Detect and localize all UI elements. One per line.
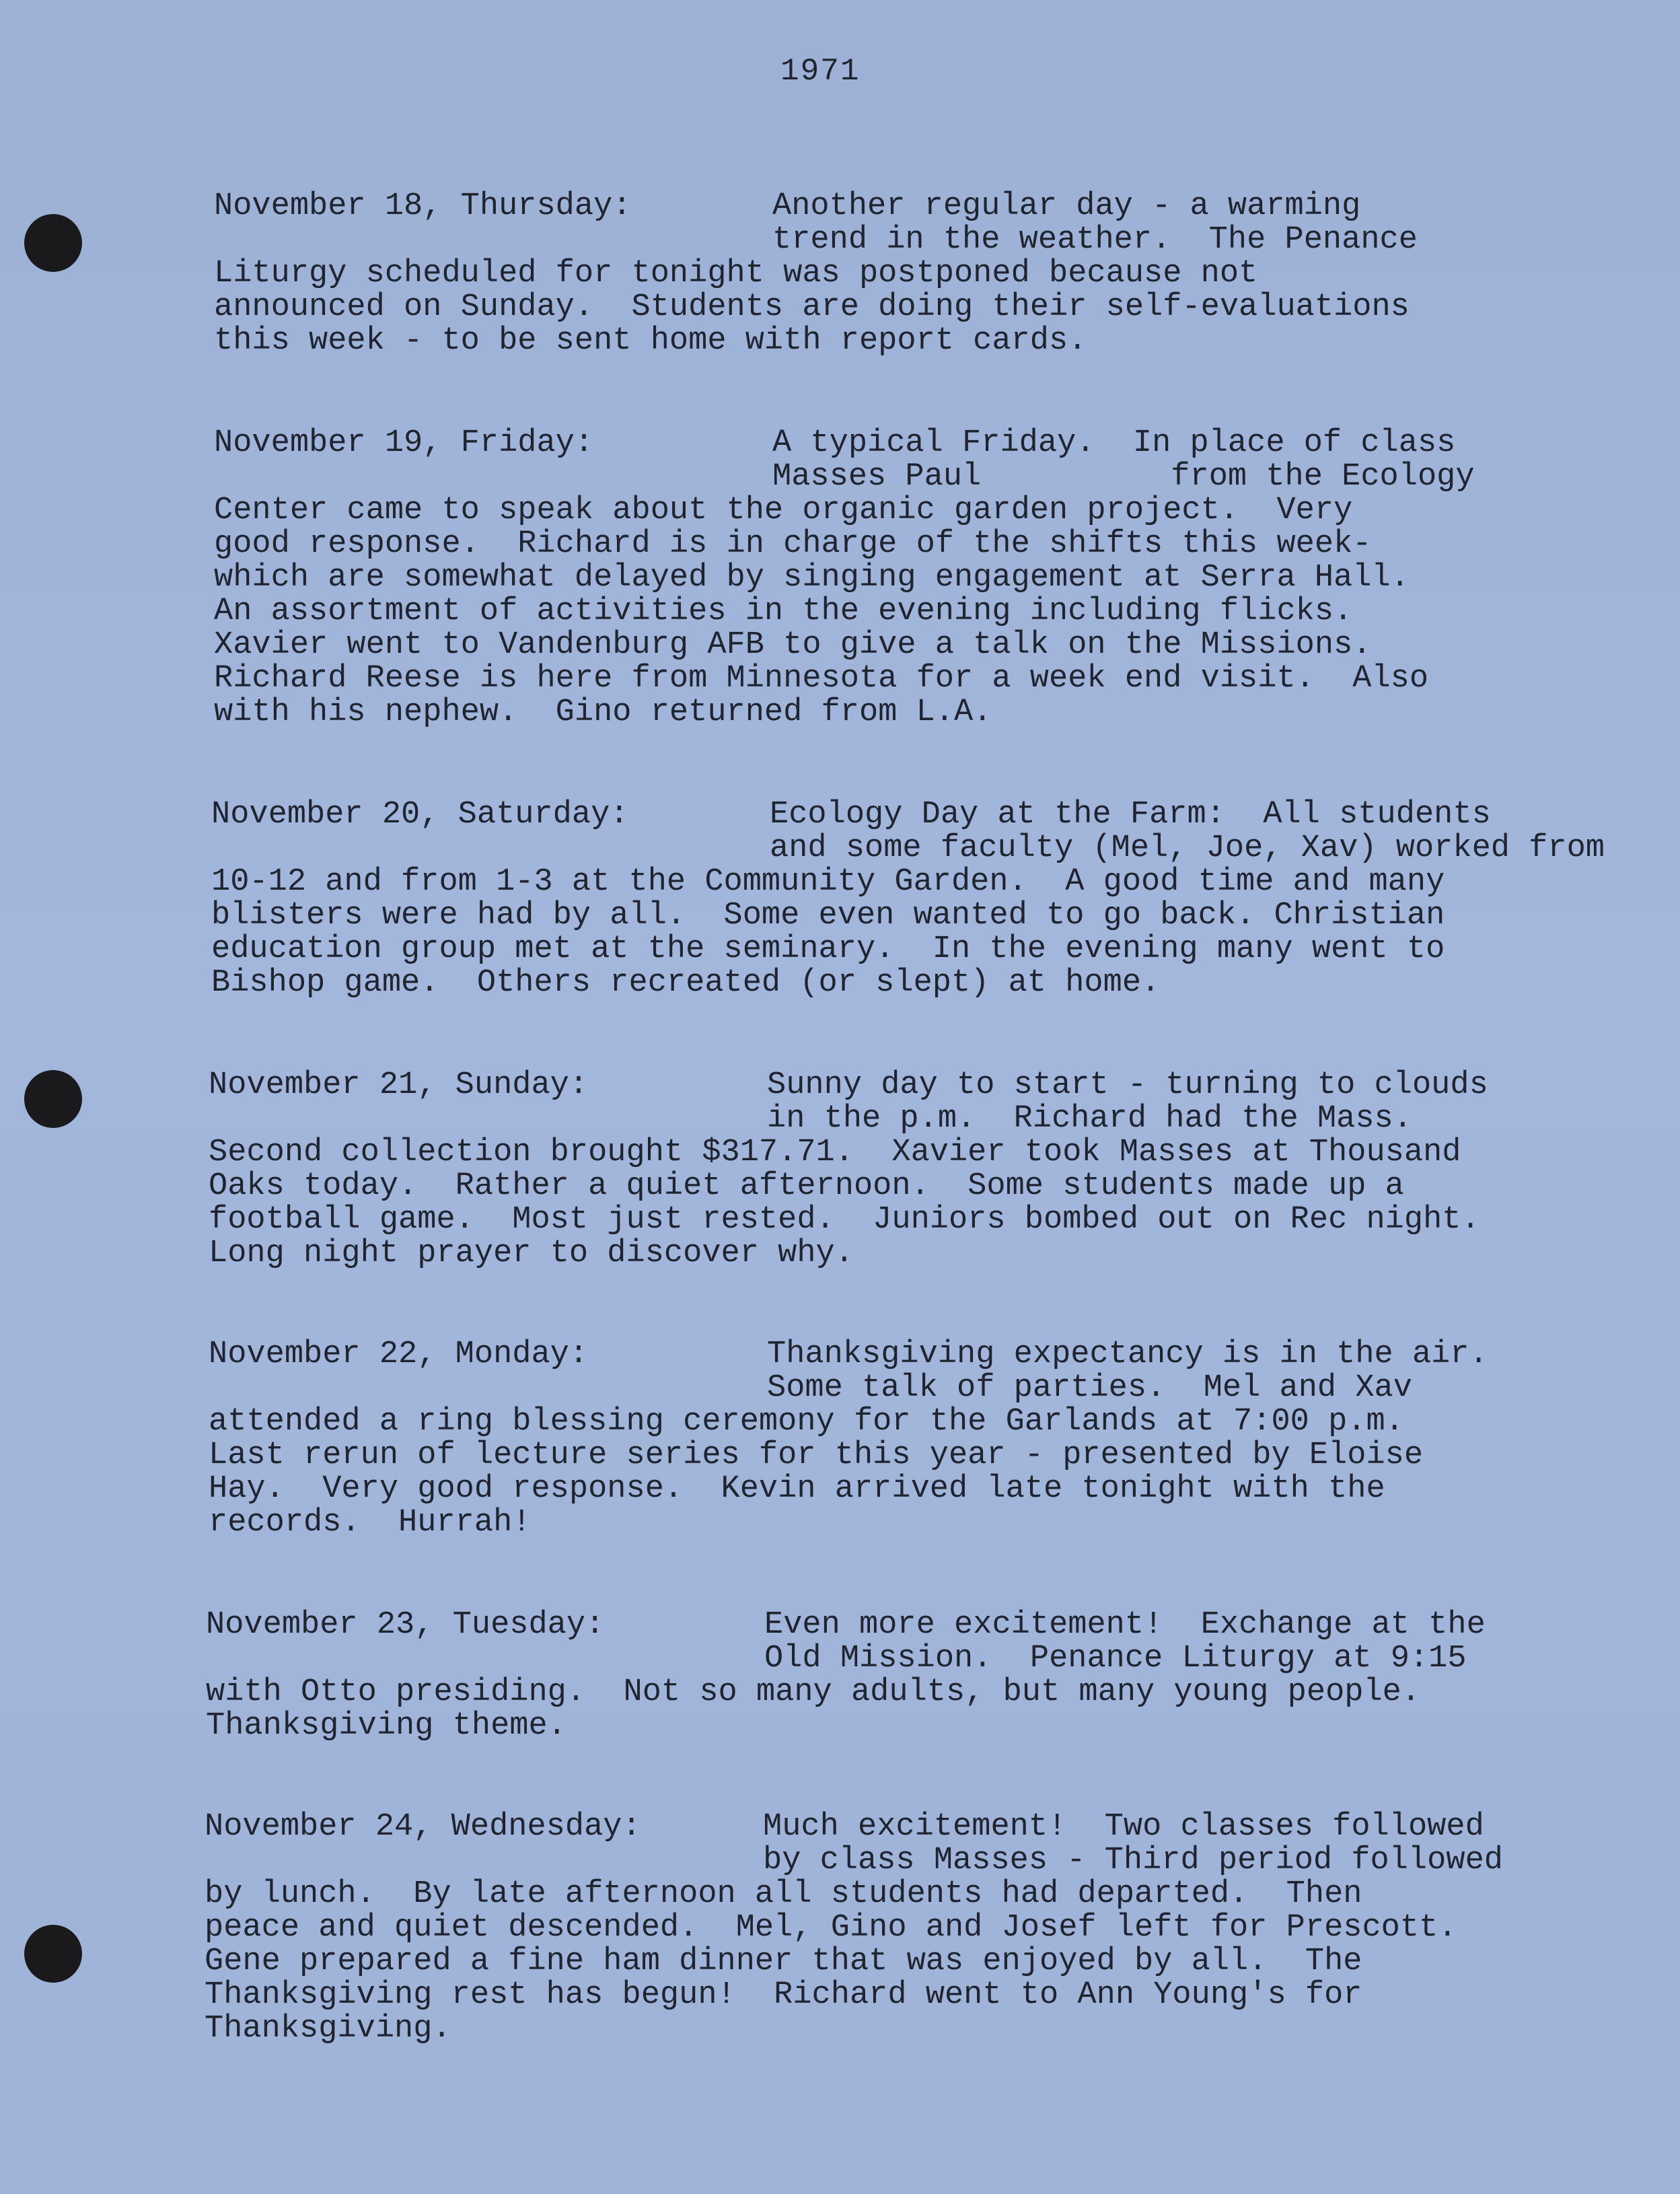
entry-line: trend in the weather. The Penance — [772, 222, 1418, 258]
entry-line: Richard Reese is here from Minnesota for a week end visit. Also — [214, 661, 1429, 697]
entry-date: November 18, Thursday: — [214, 188, 632, 224]
entry-line: in the p.m. Richard had the Mass. — [767, 1101, 1412, 1137]
entry-date: November 21, Sunday: — [209, 1067, 589, 1103]
entry-line: Another regular day - a warming — [772, 188, 1361, 224]
entry-line: Thanksgiving expectancy is in the air. — [767, 1337, 1488, 1372]
entry-line: peace and quiet descended. Mel, Gino and Josef left for Prescott. — [205, 1910, 1457, 1946]
entry-line: this week - to be sent home with report cards. — [214, 323, 1087, 359]
entry-date: November 22, Monday: — [209, 1337, 589, 1372]
entry-line: Gene prepared a fine ham dinner that was enjoyed by all. The — [205, 1944, 1362, 1979]
entry-line: Thanksgiving. — [205, 2011, 451, 2047]
entry-line: which are somewhat delayed by singing engagement at Serra Hall. — [214, 560, 1410, 596]
entry-line: Second collection brought $317.71. Xavier took Masses at Thousand — [209, 1135, 1461, 1170]
entry-line: attended a ring blessing ceremony for the Garlands at 7:00 p.m. — [209, 1404, 1404, 1440]
entry-line: education group met at the seminary. In the evening many went to — [211, 931, 1445, 967]
entry-line: Hay. Very good response. Kevin arrived late tonight with the — [209, 1471, 1385, 1507]
binder-hole-middle — [24, 1070, 82, 1128]
entry-line: announced on Sunday. Students are doing their self-evaluations — [214, 289, 1410, 325]
entry-line: Sunny day to start - turning to clouds — [767, 1067, 1488, 1103]
journal-entry — [205, 1810, 1665, 2046]
journal-entry — [206, 1608, 1666, 1743]
entry-line: blisters were had by all. Some even wanted to go back. Christian — [211, 898, 1445, 933]
journal-entry — [209, 1069, 1669, 1271]
entry-line: Masses Paul from the Ecology — [772, 459, 1475, 495]
entry-line: Oaks today. Rather a quiet afternoon. Some students made up a — [209, 1168, 1404, 1204]
entry-line: Bishop game. Others recreated (or slept) at home. — [211, 965, 1161, 1001]
entry-date: November 19, Friday: — [214, 425, 594, 461]
entry-line: records. Hurrah! — [209, 1505, 532, 1541]
entry-line: Even more excitement! Exchange at the — [764, 1607, 1486, 1643]
entry-line: football game. Most just rested. Juniors bombed out on Rec night. — [209, 1202, 1480, 1238]
entry-line: with his nephew. Gino returned from L.A. — [214, 695, 992, 730]
entry-line: with Otto presiding. Not so many adults, but many young people. — [206, 1674, 1421, 1710]
entry-line: Last rerun of lecture series for this year - presented by Eloise — [209, 1438, 1424, 1473]
entry-line: Much excitement! Two classes followed — [763, 1809, 1484, 1845]
binder-hole-bottom — [24, 1925, 82, 1983]
entry-date: November 20, Saturday: — [211, 797, 629, 833]
journal-entry — [211, 798, 1671, 1000]
journal-entry — [214, 427, 1674, 730]
entry-line: Long night prayer to discover why. — [209, 1236, 854, 1271]
entry-line: by lunch. By late afternoon all students had departed. Then — [205, 1876, 1362, 1912]
entry-line: Some talk of parties. Mel and Xav — [767, 1370, 1412, 1406]
entry-line: Xavier went to Vandenburg AFB to give a talk on the Missions. — [214, 627, 1372, 663]
entry-line: by class Masses - Third period followed — [763, 1843, 1503, 1878]
entry-line: 10-12 and from 1-3 at the Community Garden. A good time and many — [211, 864, 1445, 900]
entry-line: good response. Richard is in charge of the shifts this week- — [214, 526, 1372, 562]
page-year: 1971 — [780, 54, 861, 89]
journal-entry — [209, 1338, 1669, 1540]
entry-line: Thanksgiving rest has begun! Richard went to Ann Young's for — [205, 1977, 1362, 2013]
entry-line: Center came to speak about the organic garden project. Very — [214, 493, 1353, 528]
entry-line: An assortment of activities in the evening including flicks. — [214, 594, 1353, 629]
entry-line: Ecology Day at the Farm: All students — [770, 797, 1491, 833]
entry-line: A typical Friday. In place of class — [772, 425, 1456, 461]
entry-line: Old Mission. Penance Liturgy at 9:15 — [764, 1641, 1467, 1676]
binder-hole-top — [24, 214, 82, 272]
entry-line: Thanksgiving theme. — [206, 1708, 567, 1744]
journal-entry — [214, 190, 1674, 358]
entry-date: November 23, Tuesday: — [206, 1607, 605, 1643]
entry-line: Liturgy scheduled for tonight was postponed because not — [214, 256, 1258, 291]
entry-date: November 24, Wednesday: — [205, 1809, 641, 1845]
entry-line: and some faculty (Mel, Joe, Xav) worked from — [770, 830, 1605, 866]
